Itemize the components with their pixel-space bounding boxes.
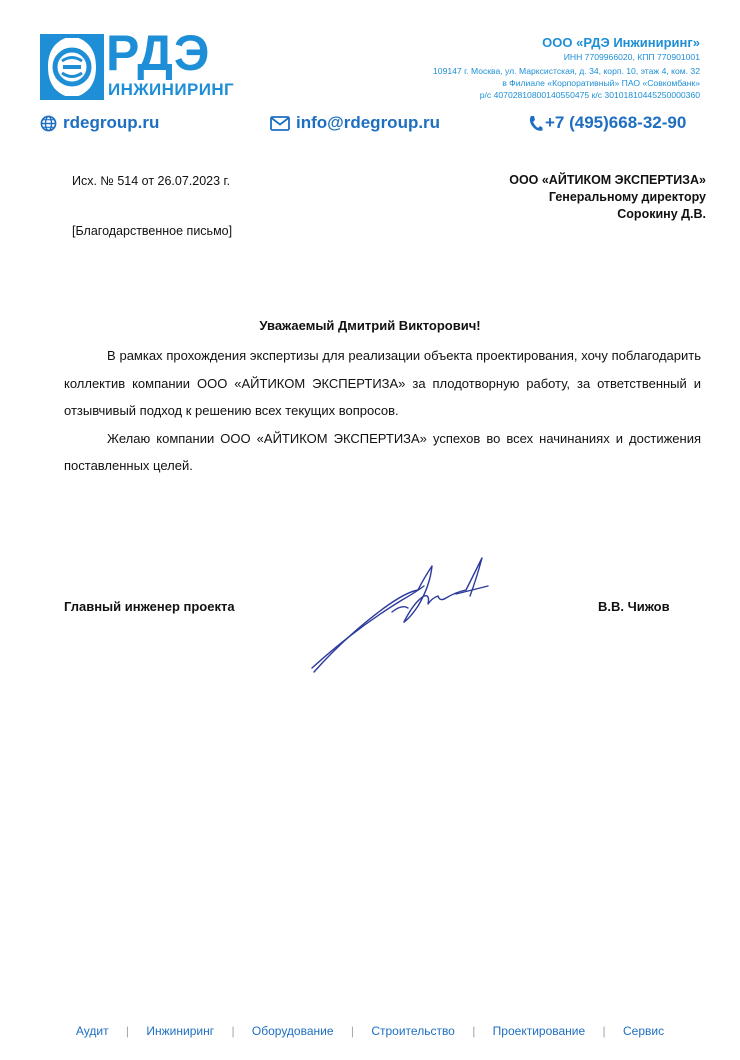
footer-item-construction: Строительство xyxy=(371,1024,455,1038)
letter-body xyxy=(64,342,701,480)
footer-divider: | xyxy=(472,1024,476,1038)
footer-item-audit: Аудит xyxy=(75,1024,109,1038)
company-address: 109147 г. Москва, ул. Марксистская, д. 34, корп. 10, этаж 4, ком. 32 xyxy=(433,66,700,76)
signer-name: В.В. Чижов xyxy=(598,599,670,614)
logo-subtitle: ИНЖИНИРИНГ xyxy=(108,80,235,99)
letter-subject: [Благодарственное письмо] xyxy=(72,224,233,238)
addressee-position: Генеральному директору xyxy=(548,190,706,204)
handwritten-signature xyxy=(306,556,496,678)
greeting: Уважаемый Дмитрий Викторович! xyxy=(259,318,481,333)
paragraph: Желаю компании ООО «АЙТИКОМ ЭКСПЕРТИЗА» успехов во всех начинаниях и достижения поставленных целей. xyxy=(64,430,701,473)
website-text: rdegroup.ru xyxy=(63,113,160,132)
phone-text: +7 (495)668-32-90 xyxy=(545,113,687,132)
addressee-block xyxy=(509,172,706,223)
company-inn-kpp: ИНН 7709966020, КПП 770901001 xyxy=(563,52,700,62)
signer-title: Главный инженер проекта xyxy=(64,599,235,614)
company-name: ООО «РДЭ Инжиниринг» xyxy=(542,35,700,50)
website-link[interactable] xyxy=(40,112,159,134)
logo-name: РДЭ xyxy=(106,25,211,81)
footer-divider: | xyxy=(602,1024,606,1038)
footer-item-design: Проектирование xyxy=(492,1024,586,1038)
footer-divider: | xyxy=(350,1024,354,1038)
phone-icon xyxy=(528,115,543,132)
addressee-org: ООО «АЙТИКОМ ЭКСПЕРТИЗА» xyxy=(509,173,706,187)
footer-item-service: Сервис xyxy=(622,1024,665,1038)
company-bank: в Филиале «Корпоративный» ПАО «Совкомбанк» xyxy=(502,78,700,88)
company-accounts: р/с 40702810800140550475 к/с 30101810445250000360 xyxy=(479,90,700,100)
phone-link[interactable] xyxy=(528,112,686,134)
footer-divider: | xyxy=(231,1024,235,1038)
addressee-person: Сорокину Д.В. xyxy=(617,207,706,221)
globe-icon xyxy=(40,115,57,132)
company-logo-icon xyxy=(40,34,104,100)
footer-divider: | xyxy=(125,1024,130,1038)
envelope-icon xyxy=(270,116,290,131)
footer-item-engineering: Инжиниринг xyxy=(146,1024,215,1038)
outgoing-number: Исх. № 514 от 26.07.2023 г. xyxy=(72,174,231,188)
paragraph: В рамках прохождения экспертизы для реализации объекта проектирования, хочу поблагодарить коллектив компании ООО «АЙТИКОМ ЭКСПЕРТИЗА» за плодотворную работу, за ответственный и отзывчивый подход к решению всех текущих вопросов. xyxy=(64,348,701,418)
footer-services xyxy=(0,1023,740,1039)
email-text: info@rdegroup.ru xyxy=(296,113,441,132)
footer-item-equipment: Оборудование xyxy=(251,1024,334,1038)
email-link[interactable] xyxy=(270,112,440,134)
